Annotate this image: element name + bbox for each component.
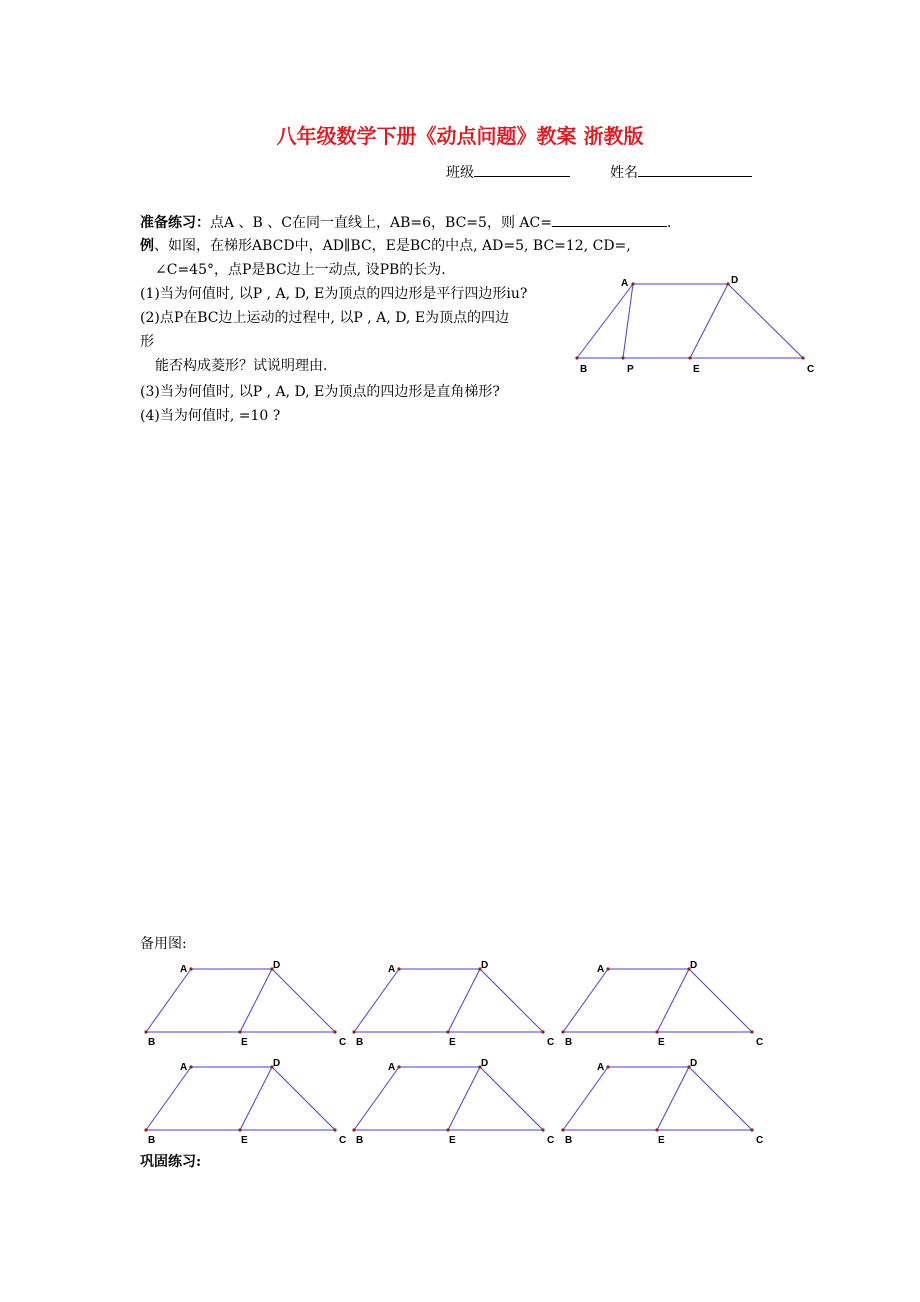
segment-ed — [657, 969, 689, 1032]
label-a: A — [621, 278, 629, 289]
label-c: C — [339, 1037, 347, 1048]
point-d — [726, 282, 729, 285]
point-e — [688, 356, 691, 359]
segment-ed — [240, 1067, 272, 1130]
label-p: P — [627, 364, 634, 375]
spare-figures — [144, 960, 763, 1146]
point-a — [397, 967, 400, 970]
example-label: 例 — [140, 238, 154, 254]
point-b — [144, 1030, 147, 1033]
spare-figures-label: 备用图: — [140, 936, 187, 952]
label-b: B — [565, 1135, 573, 1146]
name-label: 姓名 — [610, 165, 638, 181]
label-d: D — [690, 1058, 698, 1069]
point-b — [561, 1128, 564, 1131]
label-b: B — [356, 1135, 364, 1146]
segment-dc — [272, 969, 335, 1032]
segment-ab — [146, 1067, 191, 1130]
label-a: A — [180, 964, 188, 975]
point-a — [189, 1065, 192, 1068]
label-a: A — [388, 1062, 396, 1073]
class-label: 班级 — [446, 165, 474, 181]
label-c: C — [339, 1135, 347, 1146]
point-e — [655, 1128, 658, 1131]
label-d: D — [273, 1058, 281, 1069]
label-b: B — [565, 1037, 573, 1048]
point-c — [750, 1128, 753, 1131]
spare-trapezoid-3 — [561, 960, 763, 1048]
point-e — [446, 1128, 449, 1131]
label-a: A — [180, 1062, 188, 1073]
segment-dc — [480, 969, 543, 1032]
label-e: E — [449, 1037, 456, 1048]
label-b: B — [148, 1037, 156, 1048]
example-statement-1: 、如图，在梯形ABCD中，AD∥BC，E是BC的中点, AD=5, BC=12, CD=, — [154, 238, 631, 254]
segment-ed — [690, 284, 728, 358]
label-e: E — [658, 1037, 665, 1048]
spare-trapezoid-5 — [352, 1058, 554, 1146]
label-d: D — [481, 960, 489, 971]
segment-ab — [146, 969, 191, 1032]
question-4: (4)当为何值时, =10 ? — [140, 408, 281, 424]
segment-ed — [240, 969, 272, 1032]
point-c — [541, 1128, 544, 1131]
label-e: E — [449, 1135, 456, 1146]
segment-dc — [689, 1067, 752, 1130]
spare-trapezoid-4 — [144, 1058, 346, 1146]
prep-text: 点A 、B 、C在同一直线上，AB=6，BC=5，则 AC= — [210, 215, 552, 231]
point-a — [189, 967, 192, 970]
label-d: D — [481, 1058, 489, 1069]
segment-ab — [354, 969, 399, 1032]
segment-dc — [689, 969, 752, 1032]
point-c — [333, 1128, 336, 1131]
point-e — [655, 1030, 658, 1033]
question-2-line-2: 形 — [140, 334, 154, 350]
question-1: (1)当为何值时, 以P , A, D, E为顶点的四边形是平行四边形iu? — [140, 286, 528, 302]
label-e: E — [693, 364, 700, 375]
label-d: D — [731, 275, 739, 286]
example-statement-2: ∠C=45°，点P是BC边上一动点, 设PB的长为. — [155, 262, 446, 278]
label-b: B — [148, 1135, 156, 1146]
segment-dc — [272, 1067, 335, 1130]
segment-ab — [563, 1067, 608, 1130]
spare-trapezoid-2 — [352, 960, 554, 1048]
segment-ed — [448, 1067, 480, 1130]
label-b: B — [356, 1037, 364, 1048]
question-2-line-3: 能否构成菱形？试说明理由. — [155, 358, 328, 374]
point-e — [238, 1128, 241, 1131]
point-e — [238, 1030, 241, 1033]
point-b — [352, 1128, 355, 1131]
point-a — [397, 1065, 400, 1068]
segment-dc — [728, 284, 803, 358]
spare-trapezoid-6 — [561, 1058, 763, 1146]
consolidate-label: 巩固练习: — [140, 1154, 202, 1170]
label-c: C — [547, 1037, 555, 1048]
label-a: A — [388, 964, 396, 975]
point-a — [631, 282, 634, 285]
label-d: D — [690, 960, 698, 971]
label-d: D — [273, 960, 281, 971]
label-c: C — [807, 364, 815, 375]
main-trapezoid-figure — [575, 275, 814, 375]
segment-dc — [480, 1067, 543, 1130]
question-2-line-1: (2)点P在BC边上运动的过程中, 以P , A, D, E为顶点的四边 — [140, 310, 510, 326]
label-a: A — [597, 964, 605, 975]
segment-ab — [563, 969, 608, 1032]
point-b — [144, 1128, 147, 1131]
point-b — [561, 1030, 564, 1033]
point-b — [575, 356, 578, 359]
point-c — [801, 356, 804, 359]
question-3: (3)当为何值时, 以P , A, D, E为顶点的四边形是直角梯形? — [140, 384, 500, 400]
point-a — [606, 967, 609, 970]
point-c — [541, 1030, 544, 1033]
label-e: E — [658, 1135, 665, 1146]
label-a: A — [597, 1062, 605, 1073]
label-e: E — [241, 1135, 248, 1146]
point-c — [750, 1030, 753, 1033]
point-b — [352, 1030, 355, 1033]
spare-trapezoid-1 — [144, 960, 346, 1048]
label-c: C — [756, 1135, 764, 1146]
label-b: B — [580, 364, 588, 375]
point-e — [446, 1030, 449, 1033]
segment-ab — [354, 1067, 399, 1130]
point-p — [621, 356, 624, 359]
page-title: 八年级数学下册《动点问题》教案 浙教版 — [276, 124, 644, 148]
label-e: E — [241, 1037, 248, 1048]
label-c: C — [756, 1037, 764, 1048]
prep-end: . — [666, 215, 672, 231]
point-c — [333, 1030, 336, 1033]
point-a — [606, 1065, 609, 1068]
segment-ed — [657, 1067, 689, 1130]
segment-ed — [448, 969, 480, 1032]
prep-label: 准备练习： — [140, 215, 210, 231]
label-c: C — [547, 1135, 555, 1146]
